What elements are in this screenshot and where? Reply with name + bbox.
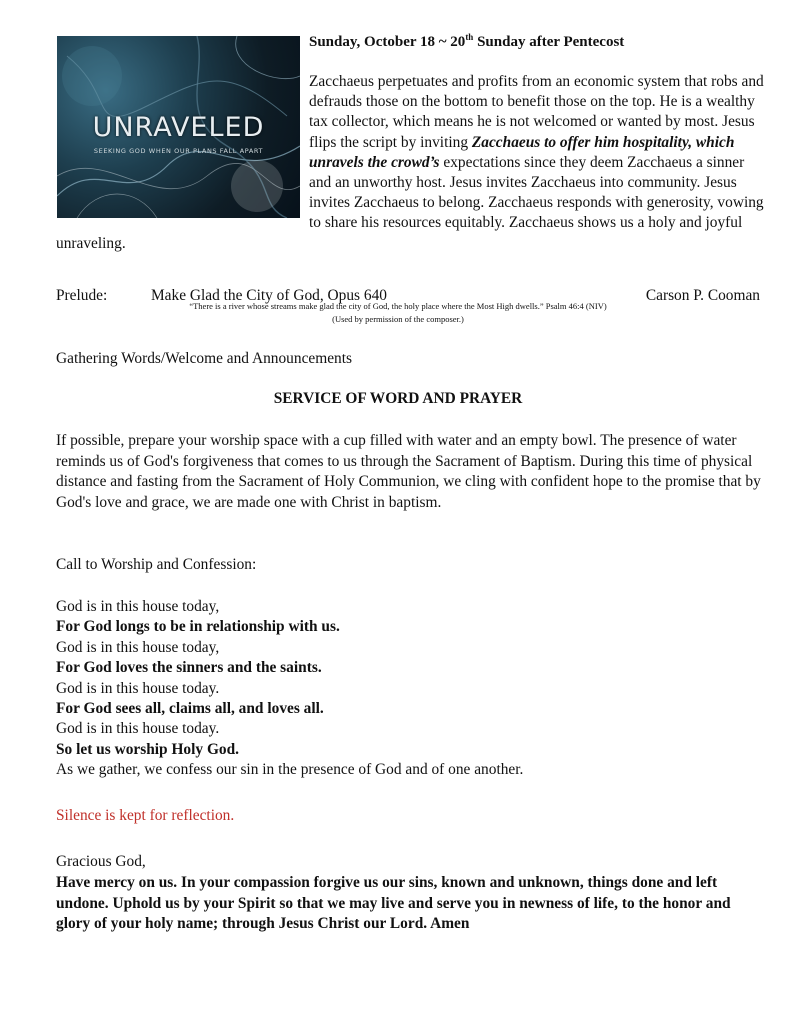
hero-subtitle: SEEKING GOD WHEN OUR PLANS FALL APART (93, 147, 264, 155)
prelude-composer: Carson P. Cooman (645, 287, 760, 304)
confession-prayer: Have mercy on us. In your compassion forgive us our sins, known and unknown, things done and left undone. Uphold us by your Spirit so that we may live and serve you in newness of life, to the honor and glory of your holy name; through Jesus Christ our Lord. Amen (56, 874, 731, 933)
litany-line-response: So let us worship Holy God. (56, 740, 240, 758)
litany-line: God is in this house today, (56, 598, 220, 615)
litany-line-response: For God loves the sinners and the saints. (56, 659, 322, 677)
prayer-opening: Gracious God, (56, 853, 146, 870)
prelude-permission-note: (Used by permission of the composer.) (332, 314, 464, 324)
litany-line: God is in this house today. (56, 679, 220, 697)
litany-line-response: For God longs to be in relationship with us. (56, 618, 340, 636)
prelude-scripture-quote: “There is a river whose streams make glad the city of God, the holy place where the Most High dwells.” Psalm 46:4 (NIV) (189, 301, 607, 311)
service-date-heading: Sunday, October 18 ~ 20th Sunday after Pentecost (309, 32, 625, 50)
prelude-title: Make Glad the City of God, Opus 640 (151, 287, 387, 304)
litany-line: As we gather, we confess our sin in the presence of God and of one another. (56, 761, 524, 779)
litany-line: God is in this house today, (56, 638, 220, 656)
water-instructions: If possible, prepare your worship space with a cup filled with water and an empty bowl. The presence of water reminds us of God's forgiveness that comes to us through the Sacrament of Baptism. During this time of physical distance and fasting from the Sacrament of Holy Communion, we cling with confident hope to the promise that by God's love and grace, we are made one with Christ in baptism. (56, 432, 761, 511)
litany-line-response: For God sees all, claims all, and loves all. (56, 699, 324, 717)
prelude-label: Prelude: (56, 287, 108, 304)
hero-title: UNRAVELED (92, 112, 265, 143)
litany-line: God is in this house today. (56, 720, 220, 738)
gathering-words: Gathering Words/Welcome and Announcements (56, 350, 352, 367)
silence-rubric: Silence is kept for reflection. (56, 807, 235, 824)
sermon-intro-paragraph: Zacchaeus perpetuates and profits from an economic system that robs and defrauds those on the bottom to benefit those on the top. He is a wealthy tax collector, which means he is not welcomed or wanted by most. Jesus flips the script by inviting Zacchaeus to offer him hospitality, which unravels the crowd’s expectations since they deem Zacchaeus a sinner and an unworthy host. Jesus invites Zacchaeus into community. Jesus invites Zacchaeus to belong. Zacchaeus responds with generosity, vowing to share his resources equitably. Zacchaeus shows us a holy and joyful unraveling. (56, 73, 764, 252)
section-title: SERVICE OF WORD AND PRAYER (273, 390, 523, 407)
call-to-worship-label: Call to Worship and Confession: (56, 556, 257, 573)
call-to-worship-litany (56, 597, 768, 781)
intro-emphasis: Zacchaeus to offer him hospitality, which unravels the crowd’s (309, 133, 735, 171)
